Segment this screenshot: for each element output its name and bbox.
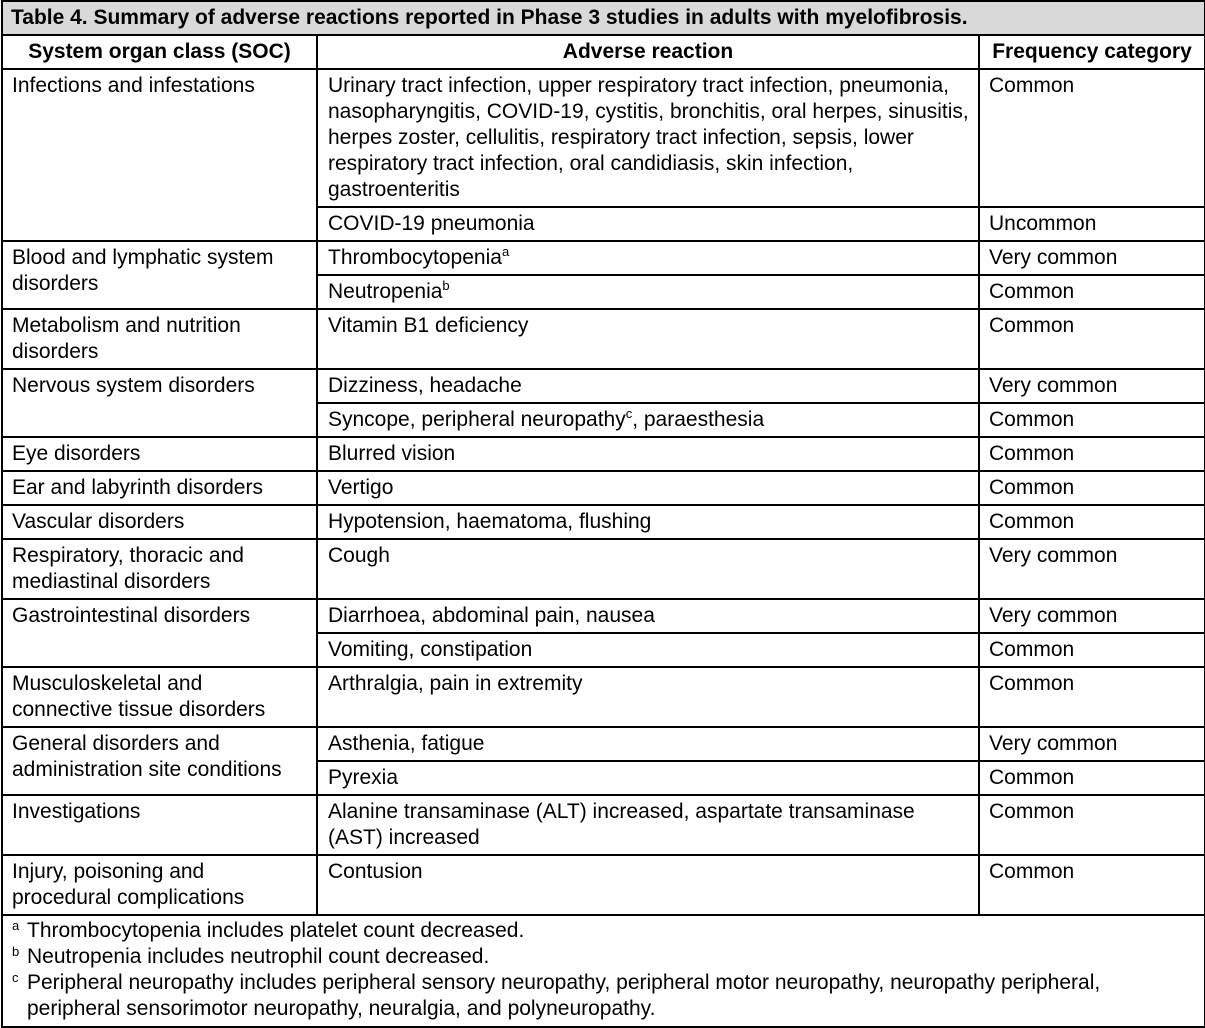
footnote-mark: c <box>12 970 19 985</box>
adverse-reaction-text-cont: , paraesthesia <box>632 408 765 431</box>
adverse-reaction-cell <box>317 207 979 241</box>
adverse-reaction-cell <box>317 275 979 309</box>
frequency-cell: Common <box>979 761 1205 795</box>
adverse-reaction-text: Asthenia, fatigue <box>328 732 485 755</box>
adverse-reaction-cell <box>317 505 979 539</box>
adverse-reaction-text: Urinary tract infection, upper respiratory tract infection, pneumonia, nasopharyngitis, COVID-19, cystitis, bronchitis, oral herpes, sinusitis, herpes zoster, cellulitis, respiratory tract infection, sepsis, lower respiratory tract infection, oral candidiasis, skin infection, gastroenteritis <box>328 74 969 201</box>
table-header-row <box>2 35 1205 69</box>
footnote-mark: a <box>12 918 20 933</box>
adverse-reaction-cell <box>317 69 979 207</box>
adverse-reaction-text: Hypotension, haematoma, flushing <box>328 510 652 533</box>
adverse-reaction-text: Vitamin B1 deficiency <box>328 314 529 337</box>
adverse-reaction-cell <box>317 855 979 915</box>
adverse-reaction-text: Alanine transaminase (ALT) increased, aspartate transaminase (AST) increased <box>328 800 915 849</box>
adverse-reaction-cell <box>317 727 979 761</box>
adverse-reaction-cell <box>317 633 979 667</box>
footnote-marker: a <box>501 244 510 259</box>
soc-cell: Injury, poisoning and procedural complications <box>2 855 317 915</box>
frequency-cell: Uncommon <box>979 207 1205 241</box>
footnote-text: Peripheral neuropathy includes peripheral sensory neuropathy, peripheral motor neuropathy, neuropathy peripheral, peripheral sensorimotor neuropathy, neuralgia, and polyneuropathy. <box>27 971 1101 1020</box>
adverse-reaction-cell <box>317 471 979 505</box>
table-row <box>2 855 1205 915</box>
adverse-reaction-text: Blurred vision <box>328 442 456 465</box>
table-body <box>2 69 1205 915</box>
table-row <box>2 539 1205 599</box>
table-caption-row <box>2 1 1205 35</box>
table-row <box>2 369 1205 403</box>
table-row <box>2 241 1205 275</box>
footnote-mark: b <box>12 944 20 959</box>
adverse-reaction-cell <box>317 599 979 633</box>
adverse-reaction-text: Neutropenia <box>328 280 443 303</box>
soc-cell: Investigations <box>2 795 317 855</box>
adverse-reaction-cell <box>317 241 979 275</box>
soc-cell: Respiratory, thoracic and mediastinal disorders <box>2 539 317 599</box>
table-caption: Table 4. Summary of adverse reactions reported in Phase 3 studies in adults with myelofibrosis. <box>2 1 1205 35</box>
soc-cell: Musculoskeletal and connective tissue disorders <box>2 667 317 727</box>
adverse-reaction-cell <box>317 369 979 403</box>
header-frequency-category: Frequency category <box>979 35 1205 69</box>
adverse-reaction-text: Diarrhoea, abdominal pain, nausea <box>328 604 655 627</box>
frequency-cell: Very common <box>979 369 1205 403</box>
table-row <box>2 471 1205 505</box>
table-row <box>2 309 1205 369</box>
table-row <box>2 599 1205 633</box>
frequency-cell: Common <box>979 275 1205 309</box>
frequency-cell: Very common <box>979 241 1205 275</box>
footnotes <box>2 915 1205 1027</box>
footnote-marker: c <box>625 406 633 421</box>
header-soc: System organ class (SOC) <box>2 35 317 69</box>
frequency-cell: Common <box>979 505 1205 539</box>
frequency-cell: Common <box>979 855 1205 915</box>
adverse-reaction-text: COVID-19 pneumonia <box>328 212 535 235</box>
adverse-reaction-text: Vertigo <box>328 476 394 499</box>
adverse-reaction-cell <box>317 795 979 855</box>
soc-cell: Blood and lymphatic system disorders <box>2 241 317 309</box>
adverse-reaction-cell <box>317 309 979 369</box>
footnote <box>12 944 1196 970</box>
adverse-reaction-cell <box>317 403 979 437</box>
adverse-reaction-text: Cough <box>328 544 390 567</box>
soc-cell: Gastrointestinal disorders <box>2 599 317 667</box>
table-row <box>2 727 1205 761</box>
soc-cell: General disorders and administration site conditions <box>2 727 317 795</box>
soc-cell: Infections and infestations <box>2 69 317 241</box>
adverse-reaction-text: Syncope, peripheral neuropathy <box>328 408 626 431</box>
frequency-cell: Very common <box>979 539 1205 599</box>
adverse-reaction-cell <box>317 667 979 727</box>
table-row <box>2 667 1205 727</box>
frequency-cell: Common <box>979 633 1205 667</box>
soc-cell: Nervous system disorders <box>2 369 317 437</box>
adverse-reaction-text: Arthralgia, pain in extremity <box>328 672 583 695</box>
adverse-reaction-text: Thrombocytopenia <box>328 246 502 269</box>
footnote <box>12 970 1196 1022</box>
frequency-cell: Common <box>979 667 1205 727</box>
frequency-cell: Common <box>979 437 1205 471</box>
header-adverse-reaction: Adverse reaction <box>317 35 979 69</box>
frequency-cell: Common <box>979 69 1205 207</box>
soc-cell: Ear and labyrinth disorders <box>2 471 317 505</box>
adverse-reactions-table <box>1 0 1205 1028</box>
footnote-text: Thrombocytopenia includes platelet count decreased. <box>27 919 525 942</box>
footnote-text: Neutropenia includes neutrophil count decreased. <box>27 945 490 968</box>
adverse-reaction-text: Contusion <box>328 860 423 883</box>
frequency-cell: Very common <box>979 727 1205 761</box>
adverse-reaction-cell <box>317 761 979 795</box>
adverse-reaction-text: Pyrexia <box>328 766 399 789</box>
soc-cell: Metabolism and nutrition disorders <box>2 309 317 369</box>
soc-cell: Eye disorders <box>2 437 317 471</box>
adverse-reaction-cell <box>317 437 979 471</box>
footnote <box>12 918 1196 944</box>
soc-cell: Vascular disorders <box>2 505 317 539</box>
footnotes-row <box>2 915 1205 1027</box>
adverse-reaction-text: Dizziness, headache <box>328 374 522 397</box>
adverse-reaction-text: Vomiting, constipation <box>328 638 533 661</box>
frequency-cell: Common <box>979 795 1205 855</box>
table-row <box>2 505 1205 539</box>
adverse-reaction-cell <box>317 539 979 599</box>
footnote-marker: b <box>442 278 450 293</box>
frequency-cell: Common <box>979 471 1205 505</box>
frequency-cell: Common <box>979 309 1205 369</box>
frequency-cell: Common <box>979 403 1205 437</box>
table-row <box>2 437 1205 471</box>
table-row <box>2 69 1205 207</box>
table-row <box>2 795 1205 855</box>
frequency-cell: Very common <box>979 599 1205 633</box>
